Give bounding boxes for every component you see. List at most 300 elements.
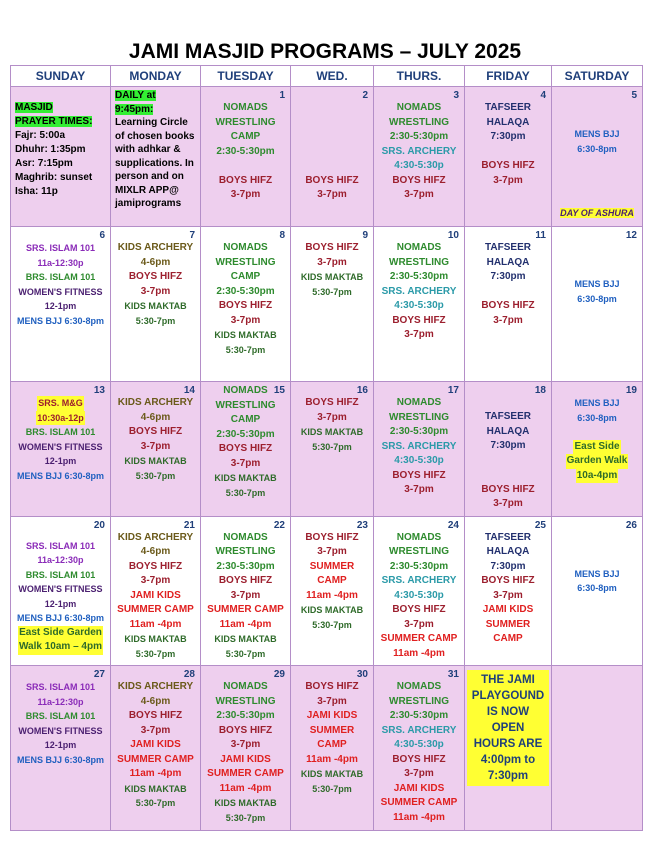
- event-text: BOYS HIFZ: [305, 531, 359, 543]
- event-text: BOYS HIFZ: [392, 174, 446, 186]
- event-text: 4:30-5:30p: [394, 739, 444, 750]
- event-text: WOMEN'S FITNESS: [18, 725, 103, 736]
- event-text: JAMI KIDS: [482, 604, 534, 615]
- event-text: JAMI KIDS: [220, 753, 271, 765]
- event-text: 11am -4pm: [393, 811, 445, 823]
- event-text: BOYS HIFZ: [128, 560, 183, 572]
- event-text: JAMI KIDS: [393, 782, 445, 794]
- event-text: WRESTLING: [389, 116, 449, 128]
- event-text: WRESTLING: [389, 256, 449, 268]
- event-text: 5:30-7pm: [312, 783, 352, 794]
- event-text: CAMP: [317, 575, 347, 586]
- daily-learning-circle: [115, 89, 198, 211]
- event-text: Garden Walk: [566, 454, 629, 469]
- date-number: 24: [447, 519, 459, 531]
- event-text: TAFSEER: [485, 102, 531, 113]
- date-number: 16: [356, 385, 368, 396]
- event-text: MENS BJJ 6:30-8pm: [16, 470, 105, 481]
- weekday-header-row: [11, 66, 643, 87]
- event-text: 7:30pm: [490, 131, 526, 142]
- day-cell: [374, 666, 465, 831]
- event-text: 11a-12:30p: [37, 257, 84, 268]
- date-number: 8: [279, 230, 285, 241]
- day-cell: [291, 666, 374, 831]
- week-row-1: [11, 87, 643, 227]
- event-text: 2:30-5:30pm: [389, 560, 449, 572]
- date-number: 31: [447, 669, 459, 680]
- event-text: East Side: [573, 440, 620, 455]
- date-number: 2: [362, 90, 368, 101]
- prayer-isha: Isha: 11p: [15, 186, 58, 197]
- event-text: 3-7pm: [317, 411, 347, 423]
- event-text: 4:30-5:30p: [394, 300, 444, 311]
- event-text: 5:30-7pm: [225, 812, 266, 823]
- event-text: SRS. ARCHERY: [381, 285, 457, 297]
- date-number: 17: [447, 385, 459, 396]
- date-number: 5: [631, 90, 637, 101]
- event-text: 3-7pm: [140, 724, 171, 736]
- event-text: 3-7pm: [404, 189, 434, 200]
- event-text: 2:30-5:30pm: [216, 145, 275, 157]
- event-text: CAMP: [230, 131, 261, 142]
- event-text: KIDS MAKTAB: [300, 272, 364, 282]
- prayer-heading: PRAYER TIMES:: [15, 116, 93, 127]
- event-text: 2:30-5:30pm: [216, 428, 275, 440]
- notice-line: HOURS ARE: [473, 738, 543, 750]
- event-text: SRS. ARCHERY: [381, 724, 457, 736]
- event-text: 3-7pm: [404, 618, 434, 630]
- event-text: HALAQA: [486, 256, 530, 268]
- day-cell: [552, 87, 643, 227]
- day-cell: [465, 227, 552, 382]
- prayer-dhuhr: Dhuhr: 1:35pm: [15, 144, 86, 155]
- event-text: BOYS HIFZ: [481, 483, 535, 495]
- event-text: 3-7pm: [404, 768, 434, 779]
- week-row-3: [11, 382, 643, 517]
- event-text: 12-1pm: [44, 456, 77, 466]
- event-text: MENS BJJ: [574, 279, 620, 289]
- event-text: WRESTLING: [215, 399, 276, 411]
- notice-line: IS NOW OPEN: [486, 706, 530, 734]
- day-cell: [374, 382, 465, 517]
- header-saturday: SATURDAY: [552, 66, 643, 87]
- event-text: 5:30-7pm: [225, 648, 266, 659]
- event-text: 2:30-5:30pm: [216, 560, 275, 572]
- date-number: 13: [93, 385, 105, 396]
- event-text: MENS BJJ 6:30-8pm: [16, 613, 105, 623]
- daily-heading: DAILY at: [115, 90, 156, 101]
- event-text: 11am -4pm: [219, 618, 272, 630]
- day-cell: [291, 382, 374, 517]
- date-number: 26: [625, 519, 637, 531]
- day-cell: [111, 382, 201, 517]
- day-cell: [552, 227, 643, 382]
- event-text: 12-1pm: [44, 598, 77, 609]
- day-cell: [11, 227, 111, 382]
- event-text: BOYS HIFZ: [128, 426, 183, 437]
- event-text: 3-7pm: [493, 174, 523, 186]
- event-text: SRS. ISLAM 101: [25, 682, 96, 692]
- daily-text: jamiprograms: [115, 198, 182, 209]
- event-text: 4-6pm: [140, 546, 171, 557]
- event-text: 3-7pm: [317, 189, 347, 200]
- event-text: BOYS HIFZ: [218, 300, 273, 311]
- date-number: 9: [362, 230, 368, 241]
- daily-text: supplications. In: [115, 157, 194, 169]
- event-text: 5:30-7pm: [225, 487, 266, 498]
- event-text: 5:30-7pm: [312, 619, 352, 630]
- day-cell: [201, 87, 291, 227]
- event-text: 4:30-5:30p: [394, 589, 444, 601]
- event-text: WRESTLING: [389, 411, 449, 423]
- event-text: 11am -4pm: [219, 782, 272, 794]
- date-number: 7: [189, 230, 195, 241]
- date-number: 10: [447, 230, 459, 241]
- event-text: BOYS HIFZ: [128, 271, 183, 282]
- date-number: 21: [183, 519, 195, 531]
- event-text: 4-6pm: [140, 256, 171, 268]
- playground-notice-cell: [465, 666, 552, 831]
- notice-line: 7:30pm: [487, 770, 529, 782]
- event-text: 3-7pm: [140, 575, 171, 586]
- event-text: KIDS MAKTAB: [124, 783, 187, 794]
- event-text: 5:30-7pm: [312, 441, 352, 452]
- event-text: 11am -4pm: [393, 647, 445, 659]
- event-text: KIDS ARCHERY: [117, 531, 194, 543]
- event-text: WOMEN'S FITNESS: [18, 286, 103, 297]
- ashura-label: DAY OF ASHURA: [560, 208, 634, 218]
- ashura-note: [552, 208, 642, 218]
- event-text: 10a-4pm: [576, 469, 619, 484]
- event-text: KIDS MAKTAB: [300, 769, 364, 779]
- event-text: CAMP: [317, 739, 347, 750]
- event-text: 11am -4pm: [129, 768, 182, 779]
- date-number: 4: [540, 90, 546, 101]
- event-text: KIDS MAKTAB: [124, 634, 187, 644]
- event-text: WRESTLING: [215, 256, 276, 268]
- event-text: 6:30-8pm: [577, 412, 617, 423]
- daily-text: MIXLR APP@: [115, 184, 179, 196]
- event-text: 3-7pm: [140, 285, 171, 297]
- event-text: BOYS HIFZ: [481, 160, 535, 171]
- event-text: SUMMER CAMP: [117, 604, 194, 615]
- event-text: KIDS MAKTAB: [124, 301, 187, 311]
- event-text: BRS. ISLAM 101: [25, 711, 96, 721]
- notice-line: 4:00pm to: [480, 754, 536, 766]
- event-text: 3-7pm: [230, 739, 261, 750]
- date-number: 14: [183, 385, 195, 396]
- event-text: WOMEN'S FITNESS: [18, 584, 103, 594]
- event-text: WRESTLING: [389, 695, 449, 707]
- event-text: NOMADS: [396, 102, 442, 113]
- prayer-times-cell: [11, 87, 111, 227]
- date-number: 28: [183, 669, 195, 680]
- event-text: 3-7pm: [404, 484, 434, 495]
- event-text: 3-7pm: [230, 589, 261, 601]
- date-number: 3: [453, 90, 459, 101]
- event-text: 11am -4pm: [306, 589, 358, 601]
- event-text: MENS BJJ 6:30-8pm: [16, 754, 105, 765]
- event-text: KIDS MAKTAB: [214, 634, 277, 644]
- day-cell: [291, 516, 374, 666]
- event-text: NOMADS: [223, 531, 268, 543]
- event-text: SRS. ISLAM 101: [25, 243, 96, 253]
- date-number: 20: [93, 519, 105, 531]
- day-cell: [465, 516, 552, 666]
- event-text: WRESTLING: [215, 116, 276, 128]
- date-number: 6: [99, 230, 105, 241]
- day-cell: [465, 382, 552, 517]
- daily-text: Learning Circle: [115, 117, 188, 128]
- date-number: 19: [625, 385, 637, 396]
- event-text: TAFSEER: [485, 531, 531, 543]
- event-text: HALAQA: [486, 116, 530, 128]
- event-text: NOMADS: [396, 681, 442, 692]
- event-text: SUMMER CAMP: [207, 604, 284, 615]
- prayer-times: [15, 101, 92, 199]
- event-text: 6:30-8pm: [577, 293, 617, 304]
- event-text: 11a-12:30p: [37, 555, 84, 565]
- event-text: BOYS HIFZ: [392, 753, 446, 765]
- event-text: BOYS HIFZ: [218, 443, 273, 454]
- event-text: BRS. ISLAM 101: [25, 427, 96, 437]
- event-text: MENS BJJ: [574, 398, 620, 408]
- event-text: WRESTLING: [215, 695, 276, 707]
- event-text: BOYS HIFZ: [218, 724, 273, 736]
- daily-circle-cell: [111, 87, 201, 227]
- day-cell: [552, 382, 643, 517]
- event-text: CAMP: [230, 414, 261, 425]
- event-text: BOYS HIFZ: [481, 575, 535, 586]
- day-cell: [291, 87, 374, 227]
- event-text: BOYS HIFZ: [305, 397, 359, 408]
- event-text: SRS. ARCHERY: [381, 440, 457, 452]
- event-text: SRS. ARCHERY: [381, 575, 457, 586]
- event-text: WRESTLING: [389, 546, 449, 557]
- day-cell: [201, 227, 291, 382]
- date-number: 30: [356, 669, 368, 680]
- event-text: 3-7pm: [493, 314, 523, 326]
- event-text: SUMMER CAMP: [207, 768, 284, 779]
- event-text: BOYS HIFZ: [305, 242, 359, 253]
- event-text: NOMADS: [396, 531, 442, 543]
- event-text: CAMP: [230, 271, 261, 282]
- prayer-asr: Asr: 7:15pm: [15, 158, 73, 169]
- event-text: 5:30-7pm: [225, 344, 266, 355]
- prayer-heading: MASJID: [15, 102, 53, 113]
- event-text: CAMP: [493, 633, 523, 644]
- event-text: KIDS ARCHERY: [117, 397, 194, 408]
- event-text: East Side Garden: [18, 626, 103, 641]
- date-number: 23: [356, 519, 368, 531]
- event-text: JAMI KIDS: [130, 739, 181, 750]
- event-text: 7:30pm: [490, 271, 526, 282]
- header-thursday: THURS.: [374, 66, 465, 87]
- event-text: SUMMER CAMP: [380, 797, 458, 808]
- event-text: 11a-12:30p: [37, 696, 84, 707]
- event-text: 4:30-5:30p: [394, 455, 444, 466]
- event-text: TAFSEER: [485, 411, 531, 422]
- event-text: BOYS HIFZ: [392, 604, 446, 615]
- event-text: SRS. ARCHERY: [381, 145, 457, 157]
- daily-text: with adhkar &: [115, 144, 181, 155]
- event-text: SUMMER CAMP: [117, 753, 194, 765]
- event-text: 12-1pm: [44, 740, 77, 750]
- event-text: KIDS ARCHERY: [117, 681, 194, 692]
- event-text: 3-7pm: [140, 440, 171, 452]
- event-text: 2:30-5:30pm: [216, 710, 275, 721]
- daily-text: person and on: [115, 171, 184, 182]
- event-text: 3-7pm: [317, 695, 347, 707]
- event-text: BOYS HIFZ: [218, 575, 273, 586]
- daily-text: of chosen books: [115, 130, 195, 142]
- day-cell: [465, 87, 552, 227]
- event-text: TAFSEER: [485, 242, 531, 253]
- event-text: MENS BJJ: [574, 129, 620, 139]
- event-text: NOMADS: [223, 242, 268, 253]
- event-text: NOMADS: [223, 102, 268, 113]
- day-cell: [374, 227, 465, 382]
- day-cell: [11, 382, 111, 517]
- date-number: 29: [273, 669, 285, 680]
- event-text: 3-7pm: [317, 546, 347, 557]
- notice-line: THE JAMI: [481, 674, 535, 686]
- event-text: BOYS HIFZ: [392, 314, 446, 326]
- event-text: KIDS MAKTAB: [300, 427, 364, 437]
- event-text: SRS. ISLAM 101: [25, 540, 96, 551]
- event-text: WOMEN'S FITNESS: [18, 441, 103, 452]
- event-text: 3-7pm: [317, 256, 347, 268]
- calendar-grid: [10, 65, 643, 831]
- event-text: KIDS MAKTAB: [214, 473, 277, 483]
- event-text: KIDS MAKTAB: [214, 330, 277, 340]
- event-text: JAMI KIDS: [306, 710, 358, 721]
- day-cell: [291, 227, 374, 382]
- event-text: BRS. ISLAM 101: [25, 569, 96, 580]
- event-text: NOMADS: [396, 242, 442, 253]
- day-cell: [374, 87, 465, 227]
- event-text: 3-7pm: [493, 498, 523, 509]
- event-text: KIDS MAKTAB: [124, 456, 187, 466]
- playground-notice: [467, 670, 549, 786]
- event-text: 4-6pm: [140, 695, 171, 707]
- event-text: 6:30-8pm: [577, 583, 617, 593]
- event-text: BOYS HIFZ: [218, 174, 273, 186]
- event-text: 5:30-7pm: [312, 286, 352, 297]
- event-text: 4:30-5:30p: [394, 160, 444, 171]
- event-text: 5:30-7pm: [135, 470, 176, 481]
- date-number: 1: [279, 90, 285, 101]
- day-cell: [111, 666, 201, 831]
- event-text: 2:30-5:30pm: [389, 271, 449, 282]
- empty-day-cell: [552, 666, 643, 831]
- event-text: KIDS MAKTAB: [300, 605, 364, 615]
- event-text: 3-7pm: [230, 314, 261, 326]
- event-text: BOYS HIFZ: [392, 469, 446, 481]
- header-sunday: SUNDAY: [11, 66, 111, 87]
- notice-line: PLAYGOUND: [471, 690, 545, 702]
- header-friday: FRIDAY: [465, 66, 552, 87]
- date-number: 15: [273, 385, 285, 396]
- event-text: SRS. M&G: [37, 396, 84, 411]
- day-cell: [201, 382, 291, 517]
- event-text: 5:30-7pm: [135, 315, 176, 326]
- event-text: BOYS HIFZ: [305, 681, 359, 692]
- date-number: 18: [534, 385, 546, 396]
- event-text: KIDS MAKTAB: [214, 798, 277, 808]
- prayer-fajr: Fajr: 5:00a: [15, 130, 66, 141]
- day-cell: [11, 516, 111, 666]
- day-cell: [552, 516, 643, 666]
- event-text: BOYS HIFZ: [305, 174, 359, 186]
- event-text: 2:30-5:30pm: [389, 710, 449, 721]
- day-cell: [11, 666, 111, 831]
- event-text: 3-7pm: [493, 589, 523, 601]
- header-monday: MONDAY: [111, 66, 201, 87]
- page-title: JAMI MASJID PROGRAMS – JULY 2025: [128, 40, 522, 63]
- event-text: 7:30pm: [490, 440, 526, 451]
- event-text: SUMMER: [309, 724, 355, 736]
- week-row-5: [11, 666, 643, 831]
- event-text: 2:30-5:30pm: [216, 285, 275, 297]
- event-text: 2:30-5:30pm: [389, 131, 449, 142]
- event-text: WRESTLING: [215, 546, 276, 557]
- date-number: 25: [534, 519, 546, 531]
- event-text: HALAQA: [486, 546, 530, 557]
- event-text: 2:30-5:30pm: [389, 426, 449, 437]
- event-text: Walk 10am – 4pm: [18, 640, 103, 655]
- day-cell: [111, 516, 201, 666]
- event-text: 7:30pm: [490, 560, 526, 572]
- event-text: NOMADS: [223, 385, 268, 396]
- event-text: NOMADS: [396, 397, 442, 408]
- event-text: 4-6pm: [140, 411, 171, 423]
- event-text: MENS BJJ 6:30-8pm: [16, 315, 105, 326]
- prayer-maghrib: Maghrib: sunset: [15, 172, 93, 183]
- day-cell: [201, 516, 291, 666]
- event-text: JAMI KIDS: [130, 589, 181, 601]
- event-text: 11am -4pm: [129, 618, 182, 630]
- week-row-2: [11, 227, 643, 382]
- event-text: 3-7pm: [230, 457, 261, 469]
- event-text: HALAQA: [486, 425, 530, 437]
- day-cell: [111, 227, 201, 382]
- event-text: 12-1pm: [44, 301, 77, 311]
- event-text: 10:30a-12p: [36, 411, 85, 426]
- event-text: SUMMER: [485, 618, 531, 630]
- date-number: 11: [535, 230, 546, 241]
- event-text: BRS. ISLAM 101: [25, 272, 96, 282]
- date-number: 27: [93, 669, 105, 680]
- day-cell: [201, 666, 291, 831]
- day-cell: [374, 516, 465, 666]
- header-wednesday: WED.: [291, 66, 374, 87]
- event-text: BOYS HIFZ: [128, 710, 183, 721]
- week-row-4: [11, 516, 643, 666]
- event-text: 11am -4pm: [306, 753, 358, 765]
- event-text: NOMADS: [223, 681, 268, 692]
- daily-heading: 9:45pm:: [115, 103, 154, 115]
- event-text: 5:30-7pm: [135, 648, 176, 659]
- header-tuesday: TUESDAY: [201, 66, 291, 87]
- event-text: 3-7pm: [404, 329, 434, 340]
- event-text: 3-7pm: [230, 189, 261, 200]
- event-text: 6:30-8pm: [577, 143, 617, 154]
- event-text: KIDS ARCHERY: [117, 242, 194, 253]
- date-number: 12: [625, 230, 637, 241]
- event-text: SUMMER CAMP: [380, 633, 458, 644]
- event-text: SUMMER: [309, 560, 355, 572]
